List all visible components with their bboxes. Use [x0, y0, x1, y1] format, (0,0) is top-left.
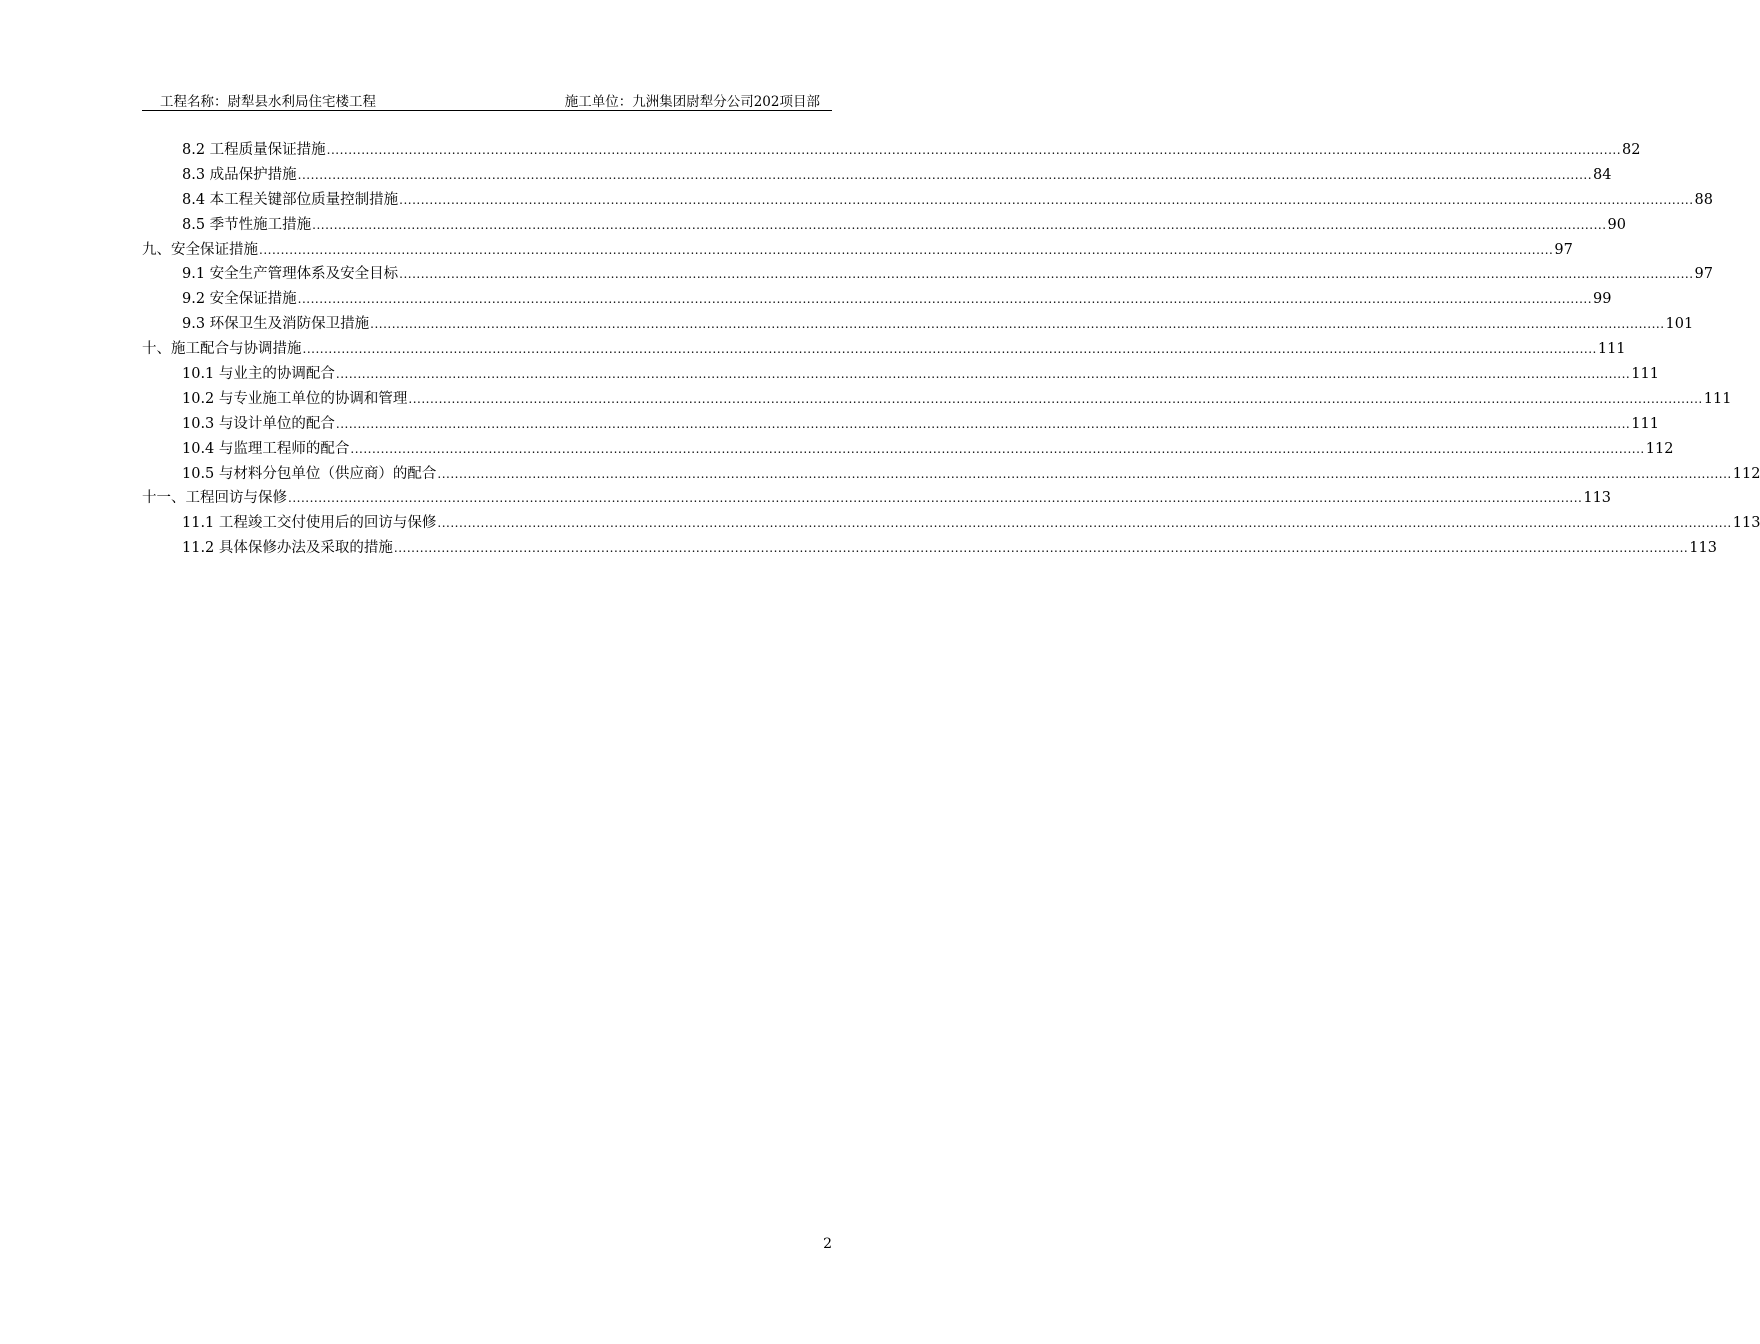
toc-entry-title: 10.4 与监理工程师的配合: [182, 440, 350, 457]
toc-leader-dots: ............................................................................................................................................................................................................................................................................................................: [399, 267, 1694, 282]
toc-entry-page: 101: [1665, 316, 1694, 333]
toc-entry-title: 8.5 季节性施工措施: [182, 216, 312, 233]
toc-entry[interactable]: [142, 138, 1641, 163]
toc-entry[interactable]: [142, 536, 1717, 561]
toc-entry[interactable]: [142, 287, 1612, 312]
toc-chapter-title: 九、安全保证措施: [142, 241, 258, 258]
toc-entry-page: 111: [1703, 390, 1732, 407]
toc-entry-page: 84: [1593, 166, 1612, 183]
toc-entry[interactable]: [142, 387, 1732, 412]
toc-entry[interactable]: [142, 412, 1659, 437]
toc-entry-title: 10.5 与材料分包单位（供应商）的配合: [182, 465, 437, 482]
toc-entry-page: 113: [1732, 515, 1760, 532]
toc-leader-dots: ............................................................................................................................................................................................................................................................................................................: [312, 217, 1607, 232]
toc-entry-page: 88: [1694, 191, 1713, 208]
toc-entry[interactable]: [142, 188, 1713, 213]
toc-entry[interactable]: [142, 362, 1659, 387]
toc-leader-dots: ............................................................................................................................................................................................................................................................................................................: [326, 143, 1622, 157]
toc-leader-dots: ............................................................................................................................................................................................................................................................................................................: [297, 292, 1593, 307]
construction-unit: 施工单位：九洲集团尉犁分公司202项目部: [564, 94, 820, 110]
toc-entry-page: 113: [1689, 540, 1717, 557]
toc-entry-title: 8.2 工程质量保证措施: [182, 142, 326, 158]
project-name: 工程名称：尉犁县水利局住宅楼工程: [160, 94, 376, 110]
toc-entry-page: 99: [1593, 291, 1612, 308]
toc-entry-page: 90: [1607, 216, 1626, 233]
toc-entry-page: 82: [1622, 142, 1641, 158]
toc-entry[interactable]: [142, 312, 1694, 337]
toc-leader-dots: ............................................................................................................................................................................................................................................................................................................: [437, 466, 1732, 481]
table-of-contents: [142, 138, 1760, 561]
toc-entry-title: 8.3 成品保护措施: [182, 166, 297, 183]
toc-entry-title: 9.3 环保卫生及消防保卫措施: [182, 316, 370, 333]
toc-entry[interactable]: [142, 262, 1713, 287]
toc-entry-page: 112: [1645, 440, 1674, 457]
toc-entry[interactable]: [142, 213, 1626, 238]
toc-leader-dots: ............................................................................................................................................................................................................................................................................................................: [335, 416, 1631, 431]
toc-chapter[interactable]: [142, 337, 1626, 362]
toc-entry[interactable]: [142, 462, 1760, 487]
toc-leader-dots: ............................................................................................................................................................................................................................................................................................................: [370, 317, 1665, 332]
toc-leader-dots: ............................................................................................................................................................................................................................................................................................................: [335, 367, 1631, 382]
toc-leader-dots: ............................................................................................................................................................................................................................................................................................................: [393, 541, 1689, 556]
toc-entry-title: 9.2 安全保证措施: [182, 291, 297, 308]
toc-leader-dots: ............................................................................................................................................................................................................................................................................................................: [288, 491, 1583, 506]
toc-leader-dots: ............................................................................................................................................................................................................................................................................................................: [350, 441, 1645, 456]
toc-entry-title: 10.2 与专业施工单位的协调和管理: [182, 390, 408, 407]
toc-chapter-title: 十一、工程回访与保修: [142, 490, 287, 507]
toc-entry[interactable]: [142, 163, 1612, 188]
toc-chapter-title: 十、施工配合与协调措施: [142, 341, 302, 358]
toc-leader-dots: ............................................................................................................................................................................................................................................................................................................: [302, 342, 1597, 357]
toc-chapter-page: 113: [1583, 490, 1612, 507]
toc-entry-page: 97: [1694, 266, 1713, 283]
toc-entry-title: 9.1 安全生产管理体系及安全目标: [182, 266, 399, 283]
toc-entry[interactable]: [142, 437, 1674, 462]
toc-entry-title: 8.4 本工程关键部位质量控制措施: [182, 191, 399, 208]
page-header: [142, 88, 832, 111]
toc-entry-title: 11.1 工程竣工交付使用后的回访与保修: [182, 515, 437, 532]
toc-chapter[interactable]: [142, 238, 1573, 263]
toc-entry-title: 10.1 与业主的协调配合: [182, 366, 335, 383]
toc-chapter-page: 97: [1554, 241, 1573, 258]
toc-entry[interactable]: [142, 511, 1760, 536]
toc-leader-dots: ............................................................................................................................................................................................................................................................................................................: [259, 242, 1554, 257]
toc-leader-dots: ............................................................................................................................................................................................................................................................................................................: [408, 391, 1703, 406]
toc-entry-title: 10.3 与设计单位的配合: [182, 415, 335, 432]
toc-chapter[interactable]: [142, 486, 1612, 511]
page-number: 2: [823, 1236, 832, 1252]
toc-leader-dots: ............................................................................................................................................................................................................................................................................................................: [399, 192, 1694, 207]
toc-leader-dots: ............................................................................................................................................................................................................................................................................................................: [437, 516, 1732, 531]
toc-entry-page: 111: [1631, 415, 1659, 432]
toc-chapter-page: 111: [1597, 341, 1626, 358]
toc-entry-title: 11.2 具体保修办法及采取的措施: [182, 540, 393, 557]
toc-entry-page: 111: [1631, 366, 1659, 383]
toc-entry-page: 112: [1732, 465, 1760, 482]
toc-leader-dots: ............................................................................................................................................................................................................................................................................................................: [297, 167, 1593, 182]
